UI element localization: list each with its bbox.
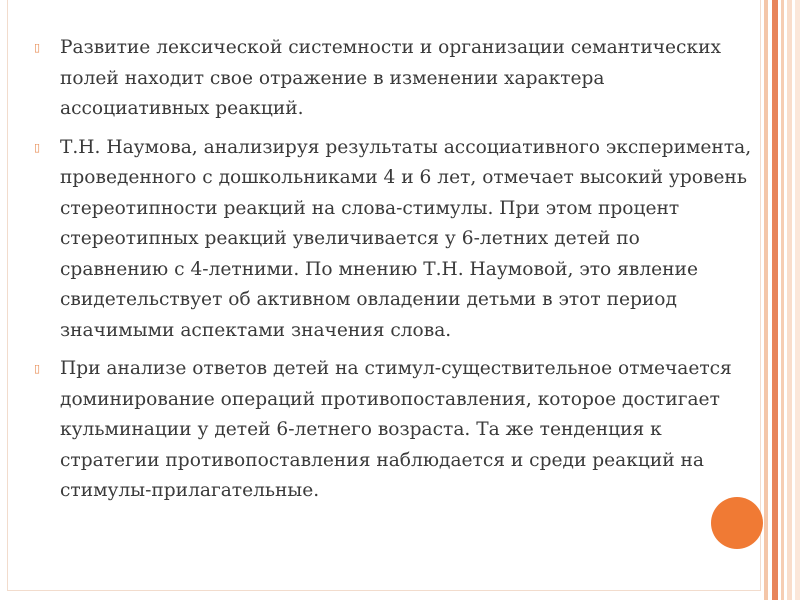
decorative-stripe	[795, 0, 800, 600]
bullet-item	[30, 354, 752, 507]
bullet-list	[30, 33, 752, 515]
decorative-stripe	[787, 0, 792, 600]
bullet-marker-icon: ▯	[34, 362, 41, 375]
decorative-stripe	[781, 0, 784, 600]
bullet-item	[30, 33, 752, 125]
bullet-text: Развитие лексической системности и организации семантических полей находит свое отражение в изменении характера ассоциативных реакций.	[60, 37, 721, 119]
bullet-text: При анализе ответов детей на стимул-существительное отмечается доминирование операций противопоставления, которое достигает кульминации у детей 6-летнего возраста. Та же тенденция к стратегии противопоставления наблюдается и среди реакций на стимулы-прилагательные.	[60, 358, 732, 501]
bullet-item	[30, 133, 752, 347]
bullet-marker-icon: ▯	[34, 41, 41, 54]
decorative-stripe	[764, 0, 768, 600]
bullet-marker-icon: ▯	[34, 140, 41, 154]
decorative-stripe	[772, 0, 778, 600]
bullet-text: Т.Н. Наумова, анализируя результаты ассоциативного эксперимента, проведенного с дошкольниками 4 и 6 лет, отмечает высокий уровень стереотипности реакций на слова-стимулы. При этом процент стереотипных реакций увеличивается у 6-летних детей по сравнению с 4-летними. По мнению Т.Н. Наумовой, это явление свидетельствует об активном овладении детьми в этот период значимыми аспектами значения слова.	[60, 136, 752, 341]
